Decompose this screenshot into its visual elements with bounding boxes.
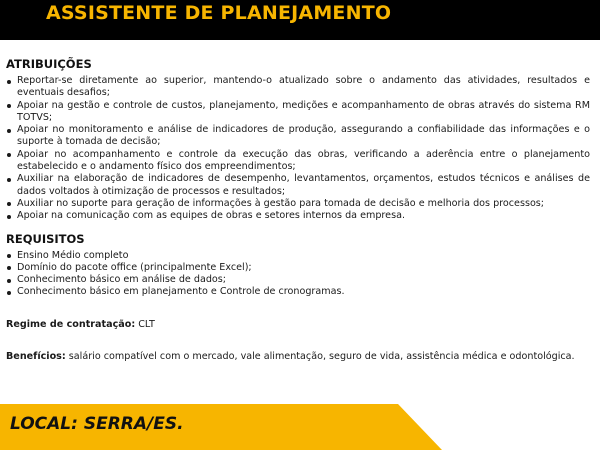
- header-bar: [0, 0, 600, 40]
- list-item: Auxiliar na elaboração de indicadores de desempenho, levantamentos, orçamentos, estudos técnicos e análises de dados voltados à otimização de processos e resultados;: [6, 173, 590, 198]
- regime-contratacao: [6, 319, 590, 331]
- beneficios-value: salário compatível com o mercado, vale alimentação, seguro de vida, assistência médica e odontológica.: [68, 351, 575, 363]
- atribuicoes-heading: ATRIBUIÇÕES: [6, 57, 92, 71]
- list-item: Conhecimento básico em planejamento e Controle de cronogramas.: [6, 286, 590, 298]
- list-item: Apoiar no acompanhamento e controle da execução das obras, verificando a aderência entre o planejamento estabelecido e o andamento físico dos empreendimentos;: [6, 149, 590, 174]
- list-item: Domínio do pacote office (principalmente Excel);: [6, 262, 590, 274]
- list-item: Reportar-se diretamente ao superior, mantendo-o atualizado sobre o andamento das atividades, resultados e eventuais desafios;: [6, 75, 590, 100]
- beneficios: [6, 351, 590, 363]
- list-item: Conhecimento básico em análise de dados;: [6, 274, 590, 286]
- atribuicoes-list: [6, 75, 590, 223]
- list-item: Auxiliar no suporte para geração de informações à gestão para tomada de decisão e melhoria dos processos;: [6, 198, 590, 210]
- job-title: ASSISTENTE DE PLANEJAMENTO: [46, 2, 392, 24]
- list-item: Apoiar na gestão e controle de custos, planejamento, medições e acompanhamento de obras através do sistema RM TOTVS;: [6, 100, 590, 125]
- list-item: Apoiar na comunicação com as equipes de obras e setores internos da empresa.: [6, 210, 590, 222]
- list-item: Apoiar no monitoramento e análise de indicadores de produção, assegurando a confiabilidade das informações e o suporte à tomada de decisão;: [6, 124, 590, 149]
- location-label: LOCAL: SERRA/ES.: [10, 414, 184, 434]
- regime-label: Regime de contratação:: [6, 318, 136, 330]
- beneficios-label: Benefícios:: [6, 351, 66, 363]
- requisitos-list: [6, 250, 590, 299]
- regime-value: CLT: [138, 318, 155, 330]
- list-item: Ensino Médio completo: [6, 250, 590, 262]
- job-description: [6, 56, 590, 363]
- requisitos-heading: REQUISITOS: [6, 231, 85, 246]
